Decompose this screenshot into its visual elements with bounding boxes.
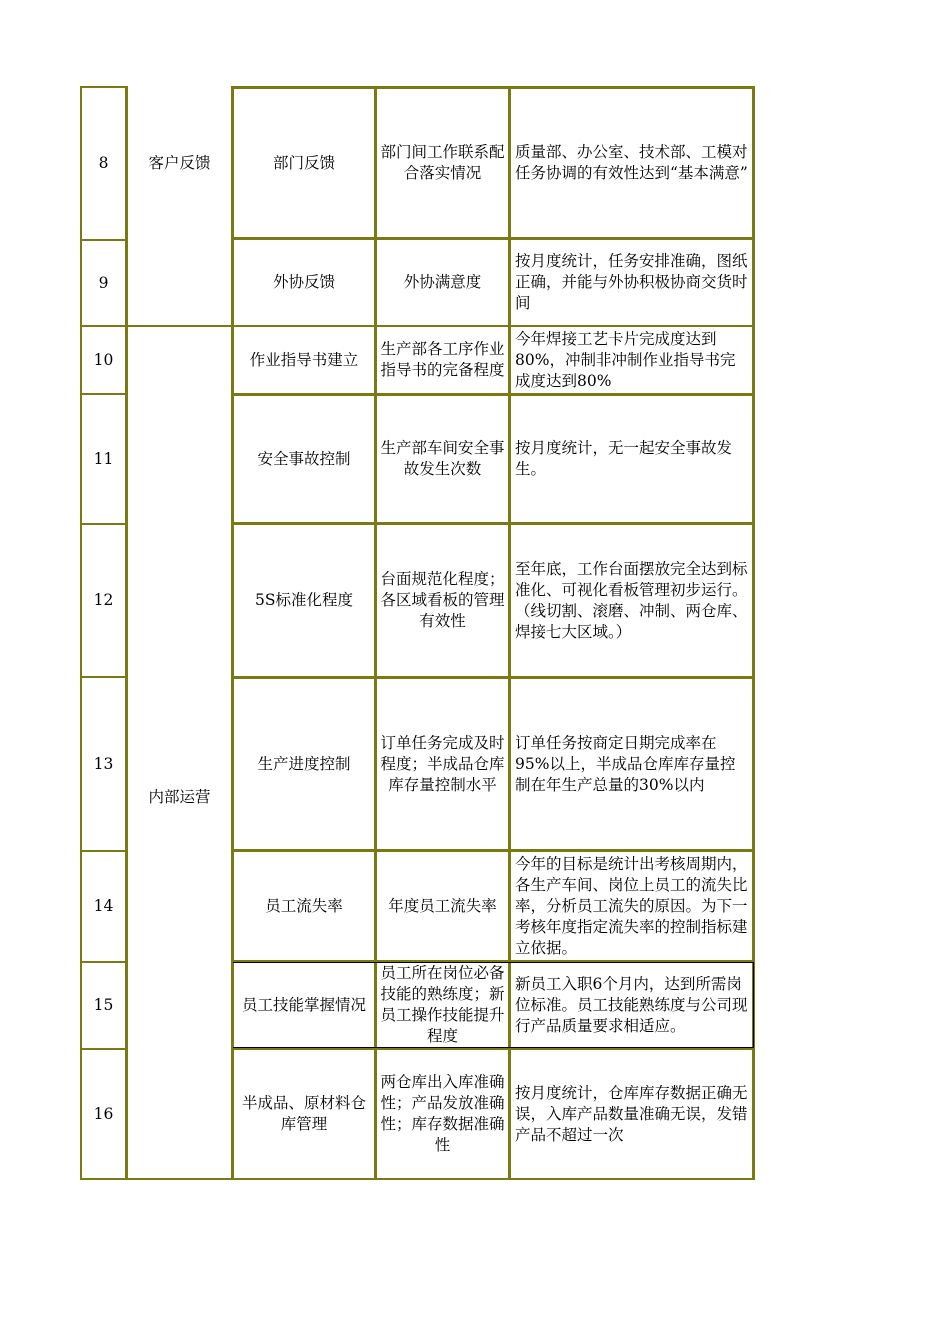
item-cell: 作业指导书建立	[249, 350, 359, 369]
target-cell: 按月度统计，无一起安全事故发生。	[515, 439, 733, 478]
row-number: 9	[98, 273, 109, 292]
indicator-cell: 生产部各工序作业指导书的完备程度	[380, 340, 505, 379]
target-cell: 按月度统计，任务安排准确，图纸正确，并能与外协积极协商交货时间	[515, 252, 748, 312]
indicator-cell: 部门间工作联系配合落实情况	[380, 143, 505, 182]
item-cell: 半成品、原材料仓库管理	[241, 1094, 366, 1133]
item-cell: 员工技能掌握情况	[241, 995, 366, 1014]
category-cell	[128, 327, 231, 1268]
target-cell: 质量部、办公室、技术部、工模对任务协调的有效性达到“基本满意”	[515, 143, 748, 182]
indicator-cell: 订单任务完成及时程度；半成品仓库库存量控制水平	[380, 733, 505, 794]
row-number: 13	[93, 754, 114, 773]
row-number: 14	[93, 897, 114, 915]
item-cell: 安全事故控制	[257, 449, 351, 468]
row-number: 15	[93, 996, 114, 1014]
target-cell: 新员工入职6个月内，达到所需岗位标准。员工技能熟练度与公司现行产品质量要求相适应。	[515, 974, 748, 1035]
row-number: 10	[93, 350, 114, 369]
item-cell: 外协反馈	[272, 273, 335, 291]
item-cell: 员工流失率	[265, 896, 343, 915]
indicator-cell: 生产部车间安全事故发生次数	[380, 439, 505, 478]
row-15-right-line	[753, 962, 754, 1048]
target-cell: 至年底，工作台面摆放完全达到标准化、可视化看板管理初步运行。（线切割、滚磨、冲制、两仓库、焊接七大区域。）	[515, 559, 748, 641]
row-number: 16	[93, 1104, 114, 1123]
target-cell: 今年焊接工艺卡片完成度达到80%，冲制非冲制作业指导书完成度达到80%	[515, 329, 736, 390]
indicator-cell: 两仓库出入库准确性；产品发放准确性；库存数据准确性	[380, 1073, 505, 1154]
target-cell: 按月度统计，仓库库存数据正确无误，入库产品数量准确无误，发错产品不超过一次	[515, 1083, 748, 1144]
category-label: 内部运营	[148, 788, 211, 806]
row-number: 11	[93, 449, 114, 468]
item-cell: 部门反馈	[272, 153, 335, 172]
row-number: 12	[93, 591, 114, 609]
category-label: 客户反馈	[148, 153, 211, 172]
row-15-bottom-line	[233, 1047, 754, 1048]
indicator-cell: 台面规范化程度； 各区域看板的管理有效性	[380, 570, 505, 630]
target-cell: 今年的目标是统计出考核周期内，各生产车间、岗位上员工的流失比率，分析员工流失的原因。为下一考核年度指定流失率的控制指标建立依据。	[515, 854, 748, 957]
item-cell: 生产进度控制	[257, 754, 351, 773]
indicator-cell: 外协满意度	[403, 273, 482, 291]
target-cell: 订单任务按商定日期完成率在95%以上，半成品仓库库存量控制在年生产总量的30%以内	[515, 733, 736, 794]
category-cell	[128, 88, 231, 238]
indicator-cell: 年度员工流失率	[388, 896, 497, 915]
indicator-cell: 员工所在岗位必备技能的熟练度；新员工操作技能提升程度	[380, 964, 505, 1045]
row-number: 8	[98, 154, 109, 172]
item-cell: 5S标准化程度	[255, 591, 353, 609]
